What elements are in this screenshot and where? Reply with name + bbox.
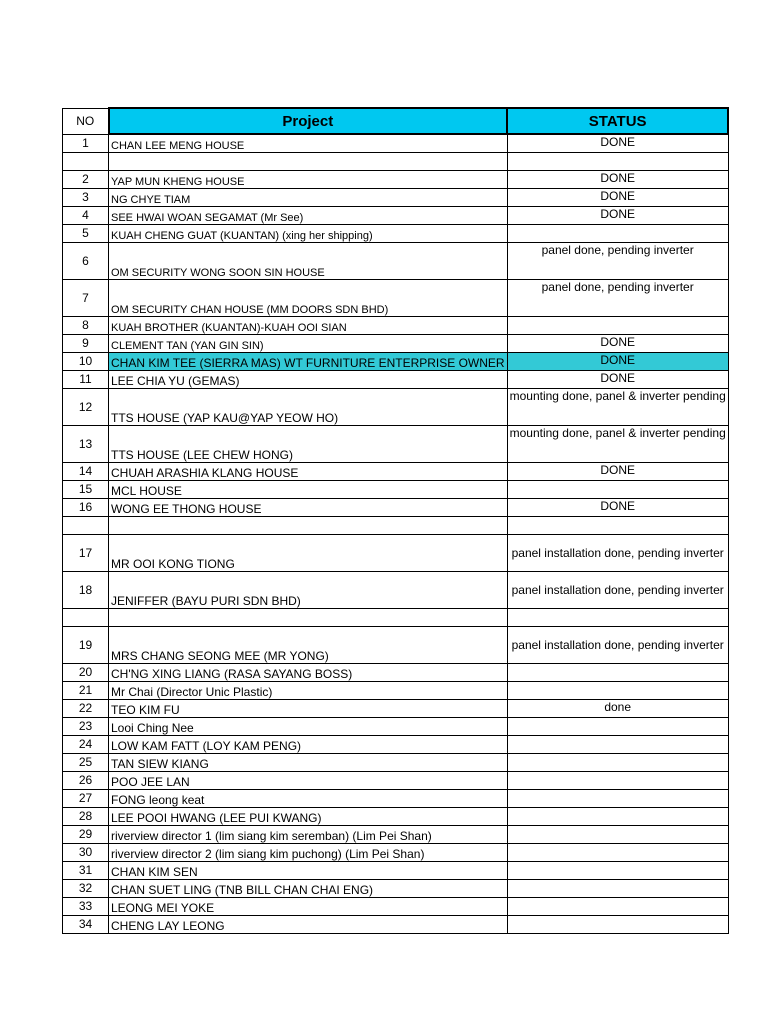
status-cell[interactable]: [507, 897, 728, 915]
row-number-cell[interactable]: 7: [63, 279, 109, 316]
status-cell[interactable]: [507, 861, 728, 879]
table-row: [63, 843, 729, 861]
status-cell[interactable]: [507, 807, 728, 825]
project-cell[interactable]: LEE CHIA YU (GEMAS): [109, 370, 508, 388]
status-cell[interactable]: DONE: [507, 352, 728, 370]
project-cell[interactable]: OM SECURITY WONG SOON SIN HOUSE: [109, 242, 508, 279]
status-cell[interactable]: [507, 753, 728, 771]
table-row: [63, 897, 729, 915]
project-cell[interactable]: MRS CHANG SEONG MEE (MR YONG): [109, 626, 508, 663]
table-row: [63, 753, 729, 771]
table-row: [63, 825, 729, 843]
project-cell[interactable]: TTS HOUSE (YAP KAU@YAP YEOW HO): [109, 388, 508, 425]
row-number-cell[interactable]: 17: [63, 534, 109, 571]
status-cell[interactable]: panel installation done, pending inverter: [507, 534, 728, 571]
table-row: [63, 134, 729, 152]
project-cell[interactable]: OM SECURITY CHAN HOUSE (MM DOORS SDN BHD): [109, 279, 508, 316]
table-row: [63, 534, 729, 571]
row-number-cell[interactable]: 21: [63, 681, 109, 699]
project-cell[interactable]: [109, 152, 508, 170]
project-cell[interactable]: FONG leong keat: [109, 789, 508, 807]
status-column-header[interactable]: STATUS: [507, 108, 728, 134]
status-cell[interactable]: [507, 152, 728, 170]
status-cell[interactable]: mounting done, panel & inverter pending: [507, 388, 728, 425]
project-cell[interactable]: CH'NG XING LIANG (RASA SAYANG BOSS): [109, 663, 508, 681]
project-cell[interactable]: [109, 516, 508, 534]
project-cell[interactable]: KUAH CHENG GUAT (KUANTAN) (xing her shipping): [109, 224, 508, 242]
row-number-cell[interactable]: 16: [63, 498, 109, 516]
status-cell[interactable]: DONE: [507, 370, 728, 388]
status-cell[interactable]: [507, 843, 728, 861]
table-row: [63, 663, 729, 681]
row-number-cell[interactable]: 28: [63, 807, 109, 825]
status-cell[interactable]: [507, 879, 728, 897]
status-cell[interactable]: panel done, pending inverter: [507, 279, 728, 316]
status-cell[interactable]: [507, 316, 728, 334]
project-cell[interactable]: CHAN KIM TEE (SIERRA MAS) WT FURNITURE ENTERPRISE OWNER: [109, 352, 508, 370]
row-number-cell[interactable]: 25: [63, 753, 109, 771]
status-cell[interactable]: mounting done, panel & inverter pending: [507, 425, 728, 462]
table-row: [63, 498, 729, 516]
table-row: [63, 681, 729, 699]
row-number-cell[interactable]: 13: [63, 425, 109, 462]
table-row: [63, 771, 729, 789]
table-row: [63, 279, 729, 316]
row-number-cell[interactable]: 33: [63, 897, 109, 915]
status-cell[interactable]: [507, 516, 728, 534]
project-cell[interactable]: riverview director 1 (lim siang kim seremban) (Lim Pei Shan): [109, 825, 508, 843]
table-row: [63, 879, 729, 897]
row-number-cell[interactable]: 30: [63, 843, 109, 861]
row-number-cell[interactable]: 34: [63, 915, 109, 933]
table-row: [63, 717, 729, 735]
table-row: [63, 789, 729, 807]
table-row: [63, 516, 729, 534]
row-number-cell[interactable]: 1: [63, 134, 109, 152]
project-cell[interactable]: NG CHYE TIAM: [109, 188, 508, 206]
project-cell[interactable]: WONG EE THONG HOUSE: [109, 498, 508, 516]
header-row: [63, 108, 729, 134]
table-row: [63, 425, 729, 462]
table-row: [63, 735, 729, 753]
project-cell[interactable]: Looi Ching Nee: [109, 717, 508, 735]
table-row: [63, 334, 729, 352]
row-number-cell[interactable]: 12: [63, 388, 109, 425]
project-status-table: [62, 107, 729, 934]
status-cell[interactable]: [507, 825, 728, 843]
row-number-cell[interactable]: 31: [63, 861, 109, 879]
project-cell[interactable]: CHAN SUET LING (TNB BILL CHAN CHAI ENG): [109, 879, 508, 897]
row-number-cell[interactable]: 11: [63, 370, 109, 388]
row-number-cell[interactable]: 2: [63, 170, 109, 188]
table-row: [63, 224, 729, 242]
project-cell[interactable]: [109, 608, 508, 626]
status-cell[interactable]: DONE: [507, 462, 728, 480]
project-cell[interactable]: Mr Chai (Director Unic Plastic): [109, 681, 508, 699]
project-cell[interactable]: SEE HWAI WOAN SEGAMAT (Mr See): [109, 206, 508, 224]
status-cell[interactable]: [507, 915, 728, 933]
project-cell[interactable]: TAN SIEW KIANG: [109, 753, 508, 771]
row-number-cell[interactable]: [63, 516, 109, 534]
project-cell[interactable]: CHENG LAY LEONG: [109, 915, 508, 933]
project-column-header[interactable]: Project: [109, 108, 508, 134]
status-cell[interactable]: DONE: [507, 170, 728, 188]
status-cell[interactable]: DONE: [507, 334, 728, 352]
row-number-cell[interactable]: 14: [63, 462, 109, 480]
project-cell[interactable]: TEO KIM FU: [109, 699, 508, 717]
row-number-cell[interactable]: 3: [63, 188, 109, 206]
table-row: [63, 807, 729, 825]
project-cell[interactable]: CHAN LEE MENG HOUSE: [109, 134, 508, 152]
row-number-cell[interactable]: 19: [63, 626, 109, 663]
row-number-cell[interactable]: 24: [63, 735, 109, 753]
row-number-cell[interactable]: [63, 608, 109, 626]
no-column-header[interactable]: NO: [63, 108, 109, 134]
table-row: [63, 352, 729, 370]
row-number-cell[interactable]: 22: [63, 699, 109, 717]
row-number-cell[interactable]: 20: [63, 663, 109, 681]
status-cell[interactable]: [507, 771, 728, 789]
project-cell[interactable]: JENIFFER (BAYU PURI SDN BHD): [109, 571, 508, 608]
row-number-cell[interactable]: 10: [63, 352, 109, 370]
status-cell[interactable]: [507, 608, 728, 626]
table-row: [63, 480, 729, 498]
status-cell[interactable]: [507, 681, 728, 699]
table-row: [63, 608, 729, 626]
row-number-cell[interactable]: 4: [63, 206, 109, 224]
status-cell[interactable]: DONE: [507, 498, 728, 516]
status-cell[interactable]: [507, 480, 728, 498]
project-cell[interactable]: POO JEE LAN: [109, 771, 508, 789]
status-cell[interactable]: panel installation done, pending inverter: [507, 626, 728, 663]
project-cell[interactable]: LOW KAM FATT (LOY KAM PENG): [109, 735, 508, 753]
project-cell[interactable]: LEE POOI HWANG (LEE PUI KWANG): [109, 807, 508, 825]
table-row: [63, 370, 729, 388]
project-cell[interactable]: CHUAH ARASHIA KLANG HOUSE: [109, 462, 508, 480]
table-row: [63, 188, 729, 206]
table-row: [63, 626, 729, 663]
status-cell[interactable]: [507, 224, 728, 242]
row-number-cell[interactable]: 8: [63, 316, 109, 334]
row-number-cell[interactable]: 6: [63, 242, 109, 279]
table-row: [63, 388, 729, 425]
row-number-cell[interactable]: 29: [63, 825, 109, 843]
status-cell[interactable]: done: [507, 699, 728, 717]
row-number-cell[interactable]: 26: [63, 771, 109, 789]
project-cell[interactable]: LEONG MEI YOKE: [109, 897, 508, 915]
row-number-cell[interactable]: 23: [63, 717, 109, 735]
status-cell[interactable]: panel installation done, pending inverter: [507, 571, 728, 608]
row-number-cell[interactable]: 15: [63, 480, 109, 498]
status-cell[interactable]: panel done, pending inverter: [507, 242, 728, 279]
table-row: [63, 170, 729, 188]
project-cell[interactable]: riverview director 2 (lim siang kim puchong) (Lim Pei Shan): [109, 843, 508, 861]
row-number-cell[interactable]: 27: [63, 789, 109, 807]
project-cell[interactable]: YAP MUN KHENG HOUSE: [109, 170, 508, 188]
table-row: [63, 242, 729, 279]
status-cell[interactable]: [507, 717, 728, 735]
status-cell[interactable]: [507, 735, 728, 753]
project-cell[interactable]: MR OOI KONG TIONG: [109, 534, 508, 571]
row-number-cell[interactable]: 5: [63, 224, 109, 242]
row-number-cell[interactable]: 9: [63, 334, 109, 352]
project-cell[interactable]: KUAH BROTHER (KUANTAN)-KUAH OOI SIAN: [109, 316, 508, 334]
row-number-cell[interactable]: 18: [63, 571, 109, 608]
table-row: [63, 699, 729, 717]
table-row: [63, 915, 729, 933]
project-cell[interactable]: CLEMENT TAN (YAN GIN SIN): [109, 334, 508, 352]
project-cell[interactable]: MCL HOUSE: [109, 480, 508, 498]
status-cell[interactable]: DONE: [507, 188, 728, 206]
table-row: [63, 316, 729, 334]
project-cell[interactable]: TTS HOUSE (LEE CHEW HONG): [109, 425, 508, 462]
status-cell[interactable]: [507, 789, 728, 807]
status-cell[interactable]: DONE: [507, 206, 728, 224]
table-row: [63, 861, 729, 879]
row-number-cell[interactable]: [63, 152, 109, 170]
status-cell[interactable]: [507, 663, 728, 681]
table-row: [63, 462, 729, 480]
table-row: [63, 152, 729, 170]
table-row: [63, 206, 729, 224]
row-number-cell[interactable]: 32: [63, 879, 109, 897]
table-row: [63, 571, 729, 608]
project-cell[interactable]: CHAN KIM SEN: [109, 861, 508, 879]
status-cell[interactable]: DONE: [507, 134, 728, 152]
